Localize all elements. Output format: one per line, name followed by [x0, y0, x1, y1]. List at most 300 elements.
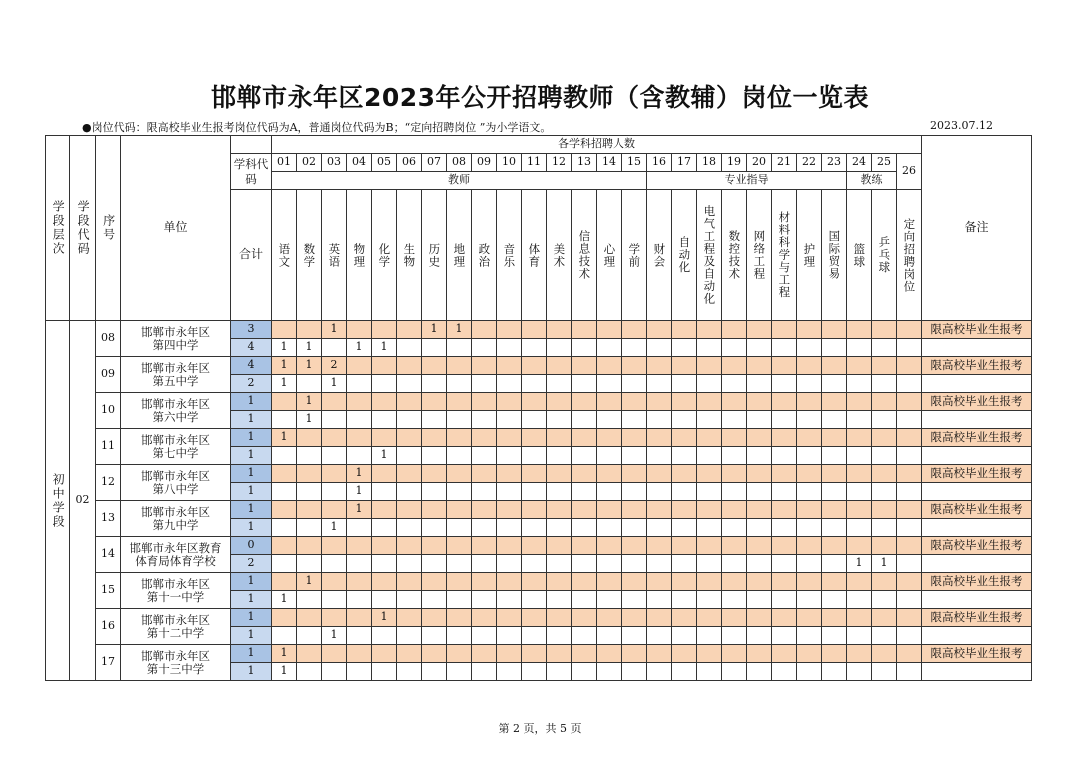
count-cell: [622, 375, 647, 393]
unit-line: 邯郸市永年区: [141, 504, 210, 519]
row-total: 2: [231, 555, 272, 573]
count-cell: [322, 609, 347, 627]
count-cell: [372, 429, 397, 447]
row-remark: 限高校毕业生报考: [922, 609, 1032, 627]
count-cell: [722, 519, 747, 537]
count-cell: [522, 609, 547, 627]
count-cell: [797, 519, 822, 537]
count-cell: [522, 393, 547, 411]
count-cell: 1: [872, 555, 897, 573]
count-cell: [897, 357, 922, 375]
header-level-code: 学段代码: [70, 136, 96, 321]
count-cell: [447, 429, 472, 447]
count-cell: [647, 483, 672, 501]
row-remark: 限高校毕业生报考: [922, 501, 1032, 519]
subject-code-19: 19: [722, 154, 747, 172]
count-cell: 1: [272, 663, 297, 681]
count-cell: [772, 519, 797, 537]
count-cell: [747, 537, 772, 555]
row-remark: 限高校毕业生报考: [922, 537, 1032, 555]
count-cell: [647, 537, 672, 555]
row-unit: [121, 645, 231, 681]
count-cell: [547, 357, 572, 375]
count-cell: [347, 375, 372, 393]
count-cell: [547, 501, 572, 519]
unit-line: 邯郸市永年区教育: [129, 540, 222, 555]
count-cell: [472, 501, 497, 519]
count-cell: [622, 645, 647, 663]
row-unit: [121, 357, 231, 393]
count-cell: [447, 483, 472, 501]
count-cell: [722, 357, 747, 375]
count-cell: [897, 591, 922, 609]
subject-26: 定向招聘岗位: [897, 190, 922, 321]
count-cell: [372, 465, 397, 483]
count-cell: [372, 573, 397, 591]
header-blank: [231, 136, 272, 154]
row-total: 1: [231, 465, 272, 483]
count-cell: [747, 447, 772, 465]
count-cell: 1: [347, 465, 372, 483]
count-cell: [772, 321, 797, 339]
count-cell: [772, 537, 797, 555]
count-cell: [622, 627, 647, 645]
subject-04: 物理: [347, 190, 372, 321]
count-cell: [372, 591, 397, 609]
count-cell: [897, 321, 922, 339]
count-cell: [447, 375, 472, 393]
count-cell: [422, 375, 447, 393]
count-cell: [322, 591, 347, 609]
count-cell: [422, 501, 447, 519]
count-cell: [472, 447, 497, 465]
count-cell: [497, 627, 522, 645]
count-cell: [447, 609, 472, 627]
row-remark: [922, 663, 1032, 681]
subject-code-23: 23: [822, 154, 847, 172]
count-cell: [672, 663, 697, 681]
count-cell: [772, 645, 797, 663]
subject-code-11: 11: [522, 154, 547, 172]
count-cell: [347, 627, 372, 645]
count-cell: [497, 429, 522, 447]
count-cell: [797, 663, 822, 681]
row-remark: [922, 339, 1032, 357]
count-cell: [497, 393, 522, 411]
count-cell: [872, 627, 897, 645]
count-cell: [772, 555, 797, 573]
subject-19: 数控技术: [722, 190, 747, 321]
count-cell: [797, 393, 822, 411]
count-cell: [522, 411, 547, 429]
count-cell: 1: [372, 447, 397, 465]
count-cell: [422, 645, 447, 663]
row-remark: 限高校毕业生报考: [922, 429, 1032, 447]
row-total: 1: [231, 573, 272, 591]
count-cell: [722, 375, 747, 393]
count-cell: [797, 321, 822, 339]
count-cell: [622, 393, 647, 411]
count-cell: [347, 591, 372, 609]
count-cell: [697, 393, 722, 411]
count-cell: [597, 609, 622, 627]
count-cell: [897, 411, 922, 429]
row-unit: [121, 465, 231, 501]
count-cell: [847, 411, 872, 429]
subject-code-02: 02: [297, 154, 322, 172]
count-cell: [647, 627, 672, 645]
count-cell: [497, 357, 522, 375]
row-total: 1: [231, 393, 272, 411]
row-remark: 限高校毕业生报考: [922, 645, 1032, 663]
count-cell: [547, 609, 572, 627]
count-cell: [447, 411, 472, 429]
count-cell: [472, 429, 497, 447]
count-cell: [622, 537, 647, 555]
row-seq: 16: [96, 609, 121, 645]
count-cell: [872, 519, 897, 537]
count-cell: [597, 627, 622, 645]
count-cell: [747, 555, 772, 573]
count-cell: [297, 537, 322, 555]
count-cell: [797, 573, 822, 591]
section-code: 02: [70, 321, 96, 681]
count-cell: [297, 555, 322, 573]
count-cell: [572, 393, 597, 411]
count-cell: [872, 393, 897, 411]
count-cell: [597, 375, 622, 393]
count-cell: [522, 321, 547, 339]
count-cell: [872, 339, 897, 357]
count-cell: [447, 465, 472, 483]
count-cell: [672, 609, 697, 627]
row-remark: [922, 591, 1032, 609]
count-cell: 1: [372, 609, 397, 627]
count-cell: [422, 411, 447, 429]
count-cell: [522, 591, 547, 609]
count-cell: [397, 645, 422, 663]
count-cell: [397, 465, 422, 483]
count-cell: [322, 339, 347, 357]
count-cell: [622, 663, 647, 681]
count-cell: [622, 519, 647, 537]
count-cell: [772, 411, 797, 429]
count-cell: [397, 663, 422, 681]
count-cell: [672, 501, 697, 519]
count-cell: [372, 519, 397, 537]
count-cell: [822, 555, 847, 573]
row-total: 1: [231, 627, 272, 645]
table-row: [46, 609, 1032, 627]
count-cell: 1: [347, 339, 372, 357]
count-cell: [422, 609, 447, 627]
count-cell: [272, 501, 297, 519]
row-remark: [922, 627, 1032, 645]
count-cell: [747, 591, 772, 609]
count-cell: [547, 555, 572, 573]
subject-code-10: 10: [497, 154, 522, 172]
count-cell: [472, 411, 497, 429]
table-row: [46, 645, 1032, 663]
count-cell: [397, 537, 422, 555]
count-cell: [347, 663, 372, 681]
count-cell: [672, 537, 697, 555]
row-total: 4: [231, 339, 272, 357]
count-cell: [597, 483, 622, 501]
count-cell: [772, 483, 797, 501]
row-remark: [922, 483, 1032, 501]
count-cell: [522, 501, 547, 519]
count-cell: [397, 357, 422, 375]
count-cell: [747, 321, 772, 339]
count-cell: [672, 627, 697, 645]
count-cell: [697, 465, 722, 483]
count-cell: [272, 537, 297, 555]
count-cell: [597, 447, 622, 465]
count-cell: [672, 393, 697, 411]
subject-05: 化学: [372, 190, 397, 321]
count-cell: [547, 645, 572, 663]
count-cell: [547, 393, 572, 411]
count-cell: [472, 609, 497, 627]
count-cell: [447, 645, 472, 663]
row-total: 2: [231, 375, 272, 393]
header-total: 合计: [231, 190, 272, 321]
count-cell: [647, 555, 672, 573]
count-cell: [822, 447, 847, 465]
count-cell: [647, 573, 672, 591]
unit-line: 第十二中学: [146, 625, 205, 640]
count-cell: [422, 537, 447, 555]
row-unit: [121, 573, 231, 609]
count-cell: [397, 519, 422, 537]
count-cell: [372, 483, 397, 501]
row-remark: [922, 555, 1032, 573]
count-cell: [572, 483, 597, 501]
count-cell: [422, 357, 447, 375]
subject-code-20: 20: [747, 154, 772, 172]
row-total: 3: [231, 321, 272, 339]
count-cell: [597, 339, 622, 357]
count-cell: [847, 321, 872, 339]
count-cell: [872, 537, 897, 555]
count-cell: [347, 609, 372, 627]
count-cell: [272, 411, 297, 429]
count-cell: [897, 573, 922, 591]
count-cell: 1: [272, 429, 297, 447]
count-cell: [672, 357, 697, 375]
count-cell: [822, 537, 847, 555]
subject-code-07: 07: [422, 154, 447, 172]
count-cell: [722, 501, 747, 519]
count-cell: [747, 627, 772, 645]
count-cell: [847, 447, 872, 465]
count-cell: [372, 537, 397, 555]
count-cell: [372, 411, 397, 429]
count-cell: [572, 447, 597, 465]
count-cell: [897, 465, 922, 483]
count-cell: [522, 429, 547, 447]
count-cell: [322, 501, 347, 519]
count-cell: [347, 411, 372, 429]
count-cell: [697, 447, 722, 465]
count-cell: [797, 591, 822, 609]
subject-code-22: 22: [797, 154, 822, 172]
count-cell: [547, 429, 572, 447]
count-cell: [472, 357, 497, 375]
count-cell: 1: [347, 501, 372, 519]
count-cell: [572, 555, 597, 573]
count-cell: [747, 429, 772, 447]
count-cell: [772, 591, 797, 609]
subject-code-12: 12: [547, 154, 572, 172]
count-cell: [897, 483, 922, 501]
subject-14: 心理: [597, 190, 622, 321]
count-cell: [397, 447, 422, 465]
count-cell: [522, 465, 547, 483]
subject-22: 护理: [797, 190, 822, 321]
count-cell: [422, 627, 447, 645]
count-cell: [647, 429, 672, 447]
row-unit: [121, 537, 231, 573]
section-level: 初中学段: [46, 321, 70, 681]
count-cell: [272, 519, 297, 537]
count-cell: [822, 357, 847, 375]
count-cell: [847, 357, 872, 375]
row-total: 1: [231, 519, 272, 537]
count-cell: [722, 321, 747, 339]
count-cell: [697, 627, 722, 645]
count-cell: [872, 663, 897, 681]
count-cell: [847, 465, 872, 483]
unit-line: 邯郸市永年区: [141, 360, 210, 375]
count-cell: [872, 411, 897, 429]
count-cell: [397, 339, 422, 357]
count-cell: [647, 393, 672, 411]
count-cell: [472, 393, 497, 411]
row-total: 1: [231, 609, 272, 627]
count-cell: [372, 393, 397, 411]
count-cell: [722, 339, 747, 357]
count-cell: [622, 321, 647, 339]
count-cell: [422, 519, 447, 537]
unit-line: 第七中学: [152, 445, 199, 460]
count-cell: [872, 465, 897, 483]
count-cell: [647, 663, 672, 681]
count-cell: [272, 321, 297, 339]
count-cell: [447, 501, 472, 519]
count-cell: [297, 663, 322, 681]
count-cell: [822, 501, 847, 519]
count-cell: [647, 339, 672, 357]
subject-02: 数学: [297, 190, 322, 321]
count-cell: [847, 663, 872, 681]
count-cell: 1: [272, 339, 297, 357]
count-cell: [747, 465, 772, 483]
count-cell: [747, 393, 772, 411]
subject-code-18: 18: [697, 154, 722, 172]
count-cell: [447, 447, 472, 465]
count-cell: [797, 447, 822, 465]
table-row: [46, 321, 1032, 339]
row-seq: 14: [96, 537, 121, 573]
count-cell: [622, 339, 647, 357]
count-cell: [872, 609, 897, 627]
count-cell: [897, 555, 922, 573]
count-cell: [497, 609, 522, 627]
count-cell: [722, 447, 747, 465]
count-cell: [447, 663, 472, 681]
count-cell: [497, 573, 522, 591]
count-cell: [472, 465, 497, 483]
table-row: [46, 357, 1032, 375]
count-cell: [897, 519, 922, 537]
count-cell: [897, 447, 922, 465]
count-cell: [597, 519, 622, 537]
count-cell: [872, 375, 897, 393]
count-cell: [372, 375, 397, 393]
count-cell: 1: [297, 393, 322, 411]
count-cell: [472, 321, 497, 339]
subject-13: 信息技术: [572, 190, 597, 321]
subject-06: 生物: [397, 190, 422, 321]
count-cell: [572, 645, 597, 663]
subject-11: 体育: [522, 190, 547, 321]
header-unit: 单位: [121, 136, 231, 321]
count-cell: [297, 627, 322, 645]
count-cell: [797, 627, 822, 645]
count-cell: [797, 609, 822, 627]
count-cell: [772, 663, 797, 681]
count-cell: [872, 501, 897, 519]
count-cell: [872, 483, 897, 501]
subject-code-21: 21: [772, 154, 797, 172]
count-cell: [422, 555, 447, 573]
count-cell: [397, 321, 422, 339]
count-cell: [397, 429, 422, 447]
unit-line: 邯郸市永年区: [141, 612, 210, 627]
count-cell: [597, 321, 622, 339]
count-cell: [647, 411, 672, 429]
subject-08: 地理: [447, 190, 472, 321]
count-cell: [322, 537, 347, 555]
unit-line: 第九中学: [152, 517, 199, 532]
count-cell: [672, 411, 697, 429]
count-cell: [447, 573, 472, 591]
row-seq: 12: [96, 465, 121, 501]
count-cell: [797, 645, 822, 663]
subject-code-08: 08: [447, 154, 472, 172]
count-cell: [322, 465, 347, 483]
count-cell: [372, 627, 397, 645]
subject-25: 乒乓球: [872, 190, 897, 321]
count-cell: [872, 447, 897, 465]
count-cell: [722, 465, 747, 483]
count-cell: [347, 393, 372, 411]
count-cell: [547, 591, 572, 609]
count-cell: [697, 573, 722, 591]
count-cell: [547, 627, 572, 645]
page-footer: 第 2 页，共 5 页: [498, 722, 582, 735]
count-cell: [847, 339, 872, 357]
count-cell: [547, 483, 572, 501]
count-cell: [622, 555, 647, 573]
count-cell: [547, 573, 572, 591]
count-cell: [397, 375, 422, 393]
count-cell: [697, 663, 722, 681]
count-cell: [872, 591, 897, 609]
count-cell: [522, 627, 547, 645]
